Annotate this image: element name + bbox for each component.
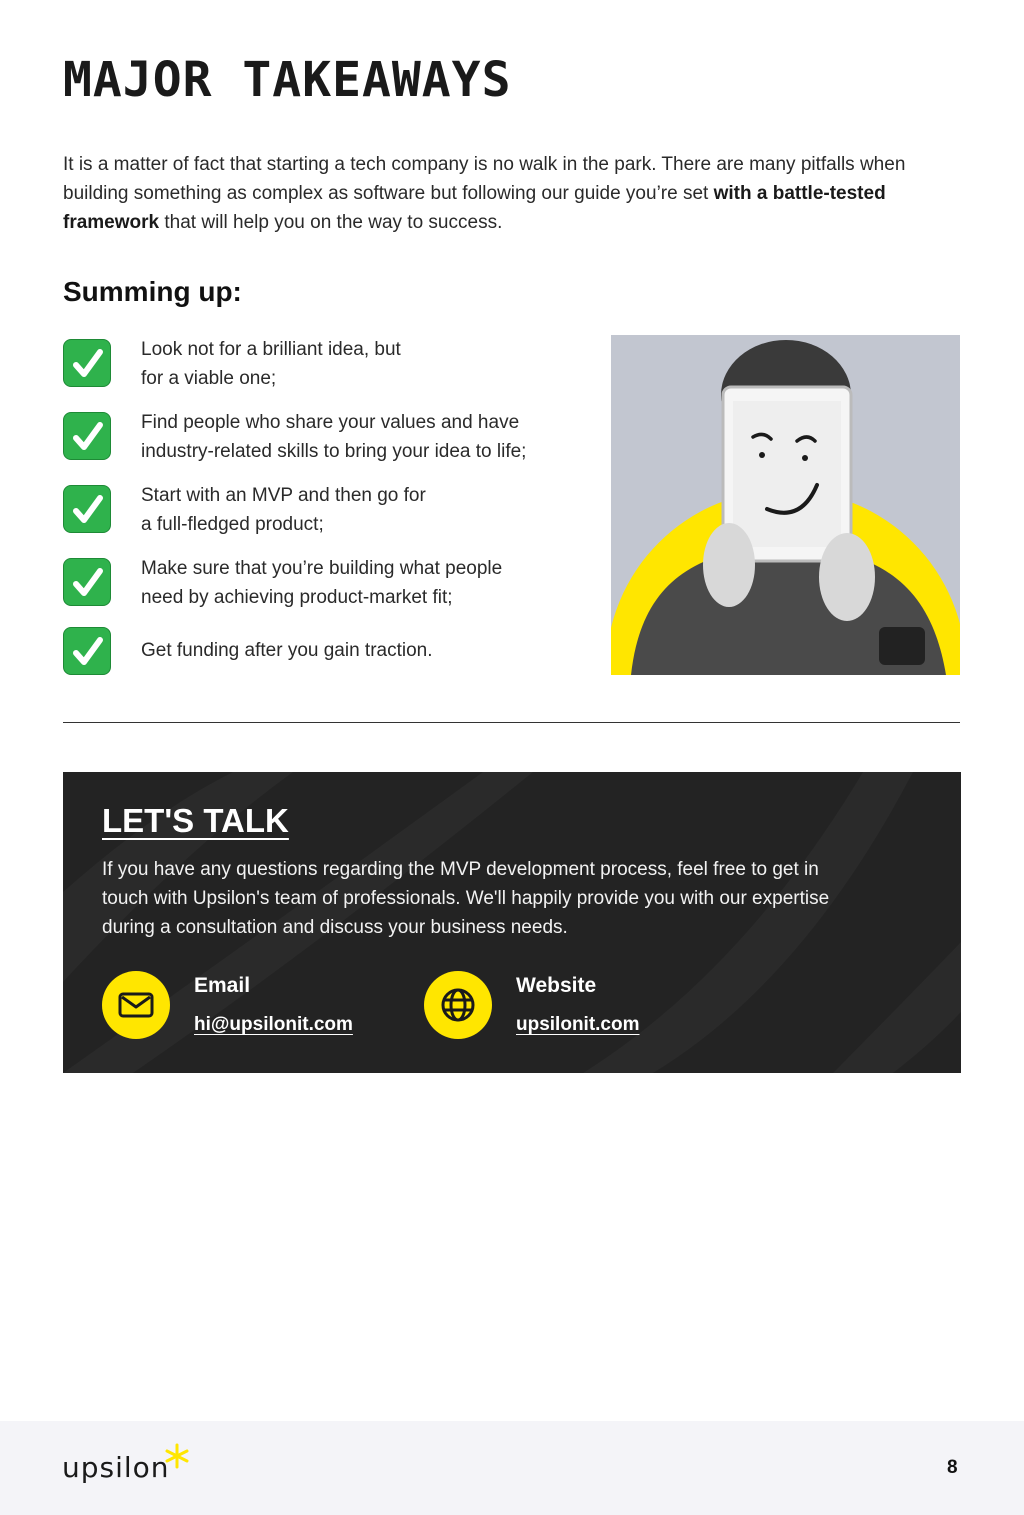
contact-banner (63, 772, 961, 1073)
website-label: Website (516, 974, 597, 997)
list-item-line: for a viable one; (141, 368, 277, 389)
upsilon-logo: upsilon (62, 1451, 170, 1484)
intro-text-start: It is a matter of fact that starting a tech company is no walk in the park. There are many pitfalls when building something as complex as software but following our guide you’re set (63, 154, 906, 204)
mail-icon (102, 971, 170, 1039)
section-divider (63, 722, 960, 723)
contact-description: If you have any questions regarding the MVP development process, feel free to get in touch with Upsilon's team of professionals. We'll happily provide you with our expertise during a consultation and discuss your business needs. (102, 859, 830, 938)
page-title: MAJOR TAKEAWAYS (63, 52, 512, 108)
intro-text-bold: with a battle-tested framework (63, 183, 886, 233)
globe-icon (424, 971, 492, 1039)
list-item-line: Find people who share your values and have (141, 412, 520, 433)
list-item-text (141, 554, 591, 612)
summary-heading: Summing up: (63, 276, 242, 307)
list-item-line: Make sure that you’re building what people (141, 558, 503, 579)
page-number: 8 (947, 1457, 958, 1478)
check-mark-icon (63, 485, 111, 533)
list-item-line: Look not for a brilliant idea, but (141, 339, 401, 360)
intro-paragraph (63, 150, 943, 237)
website-link[interactable]: upsilonit.com (516, 1014, 640, 1035)
contact-heading: LET'S TALK (102, 802, 289, 839)
check-mark-icon (63, 412, 111, 460)
list-item-text: Get funding after you gain traction. (141, 640, 433, 661)
list-item-line: industry-related skills to bring your idea to life; (141, 441, 527, 462)
list-item-line: a full-fledged product; (141, 514, 324, 535)
email-label: Email (194, 974, 251, 997)
check-mark-icon (63, 627, 111, 675)
smiley-tablet-photo (611, 335, 960, 675)
email-link[interactable]: hi@upsilonit.com (194, 1014, 353, 1035)
list-item-line: Start with an MVP and then go for (141, 485, 426, 506)
list-item-line: need by achieving product-market fit; (141, 587, 453, 608)
page-footer (0, 1421, 1024, 1515)
check-mark-icon (63, 339, 111, 387)
intro-text-end: that will help you on the way to success. (159, 212, 503, 233)
check-mark-icon (63, 558, 111, 606)
asterisk-logo-icon (164, 1443, 190, 1469)
list-item-text (141, 481, 591, 539)
list-item-text (141, 408, 591, 466)
list-item-text (141, 335, 591, 393)
